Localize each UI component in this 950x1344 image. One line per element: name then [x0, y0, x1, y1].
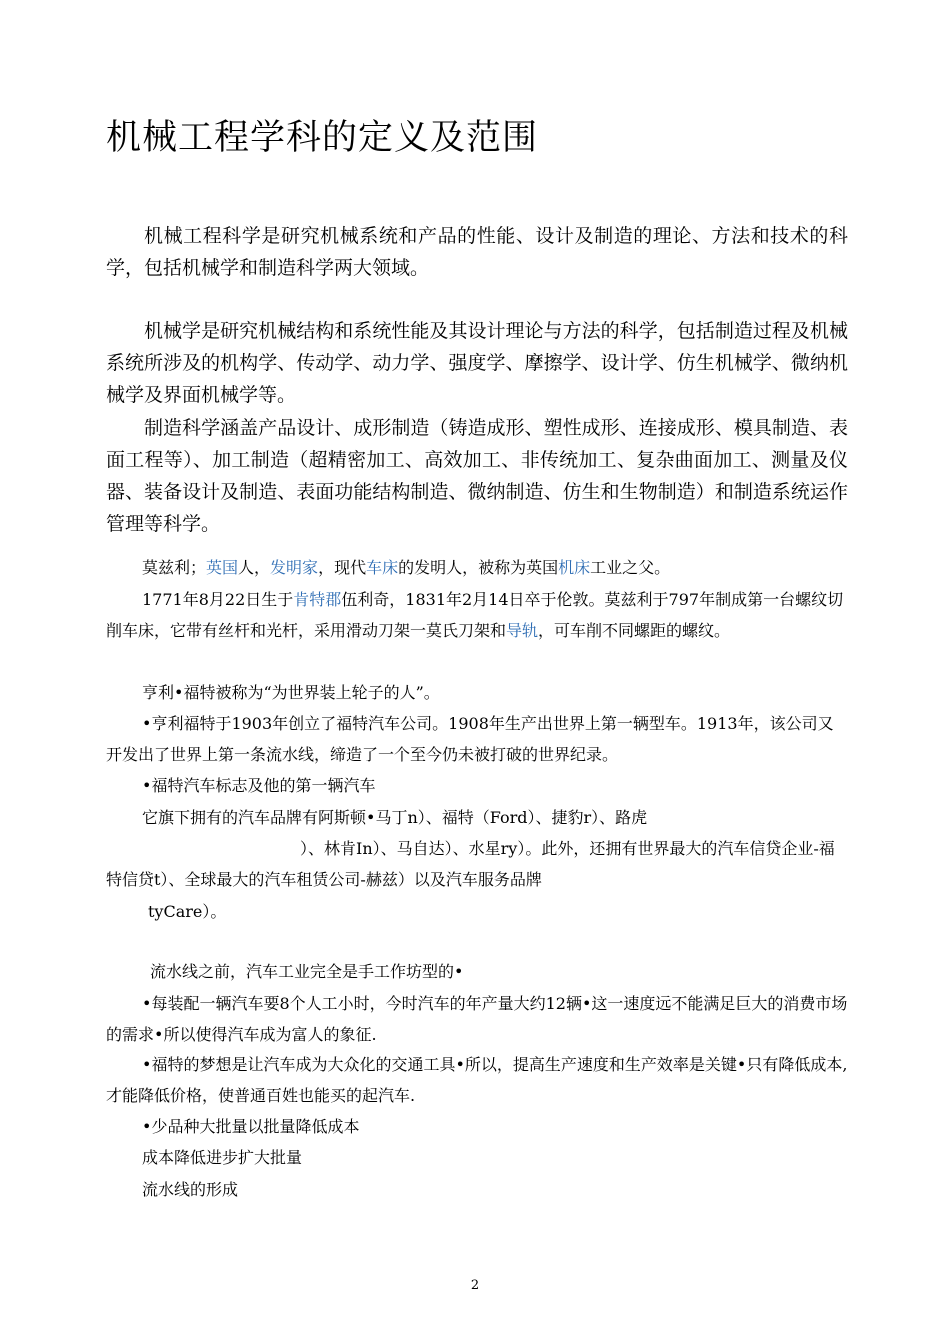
paragraph-brands-line1: 它旗下拥有的汽车品牌有阿斯顿•马丁n）、福特（Ford）、捷豹r）、路虎	[142, 808, 648, 827]
text-span: 的发明人，被称为英国	[398, 558, 559, 577]
link-england[interactable]: 英国	[206, 558, 239, 577]
link-kent[interactable]: 肯特郡	[293, 590, 342, 609]
text-span: ，现代	[318, 558, 367, 577]
link-lathe[interactable]: 车床	[366, 558, 399, 577]
paragraph-cost-reduction: 成本降低进步扩大批量	[142, 1148, 303, 1167]
text-span: 伍利奇，1831年2月14日卒于伦敦。莫兹利于797年制成第一台螺纹切削车床，它带有丝杆和光杆，采用滑动刀架一莫氏刀架和	[106, 590, 844, 640]
paragraph-ford-dream: •福特的梦想是让汽车成为大众化的交通工具•所以，提高生产速度和生产效率是关键•只有降低成本,才能降低价格，使普通百姓也能买的起汽车.	[106, 1055, 848, 1105]
paragraph-mass-production: •少品种大批量以批量降低成本	[142, 1117, 360, 1136]
paragraph-brands-line3: tyCare）。	[148, 902, 227, 921]
link-machine-tool[interactable]: 机床	[558, 558, 591, 577]
paragraph-pre-assembly-line: 流水线之前，汽车工业完全是手工作坊型的•	[150, 962, 464, 981]
text-span: 人，	[238, 558, 271, 577]
paragraph-maudslay-intro	[106, 552, 848, 583]
paragraph-maudslay-bio	[106, 584, 848, 646]
link-inventor[interactable]: 发明家	[270, 558, 319, 577]
link-guide-rail[interactable]: 导轨	[506, 621, 539, 640]
paragraph-assembly-line-formation: 流水线的形成	[142, 1180, 239, 1199]
paragraph-ford-logo: •福特汽车标志及他的第一辆汽车	[142, 776, 376, 795]
page-number: 2	[470, 1278, 480, 1293]
page-title: 机械工程学科的定义及范围	[106, 118, 539, 158]
text-span: 莫兹利；	[142, 558, 207, 577]
paragraph-brands-line2: ）、林肯In）、马自达）、水星ry）。此外，还拥有世界最大的汽车信贷企业-福特信贷t）、全球最大的汽车租赁公司-赫兹）以及汽车服务品牌	[106, 839, 835, 889]
text-span: 工业之父。	[590, 558, 671, 577]
paragraph-ford-intro: 亨利•福特被称为“为世界装上轮子的人”。	[142, 683, 440, 702]
paragraph-manufacturing: 制造科学涵盖产品设计、成形制造（铸造成形、塑性成形、连接成形、模具制造、表面工程等）、加工制造（超精密加工、高效加工、非传统加工、复杂曲面加工、测量及仪器、装备设计及制造、表面功能结构制造、微纳制造、仿生和生物制造）和制造系统运作管理等科学。	[106, 417, 848, 535]
text-span: 1771年8月22日生于	[142, 590, 294, 609]
paragraph-production-speed: •每装配一辆汽车要8个人工小时，今时汽车的年产量大约12辆•这一速度远不能满足巨大的消费市场的需求•所以使得汽车成为富人的象征.	[106, 994, 848, 1044]
paragraph-definition: 机械工程科学是研究机械系统和产品的性能、设计及制造的理论、方法和技术的科学，包括机械学和制造科学两大领域。	[106, 225, 848, 279]
paragraph-mechanics: 机械学是研究机械结构和系统性能及其设计理论与方法的科学，包括制造过程及机械系统所涉及的机构学、传动学、动力学、强度学、摩擦学、设计学、仿生机械学、微纳机械学及界面机械学等。	[106, 320, 848, 406]
text-span: ，可车削不同螺距的螺纹。	[538, 621, 731, 640]
paragraph-ford-company: •亨利福特于1903年创立了福特汽车公司。1908年生产出世界上第一辆型车。1913年，该公司又开发出了世界上第一条流水线，缔造了一个至今仍未被打破的世界纪录。	[106, 714, 834, 764]
